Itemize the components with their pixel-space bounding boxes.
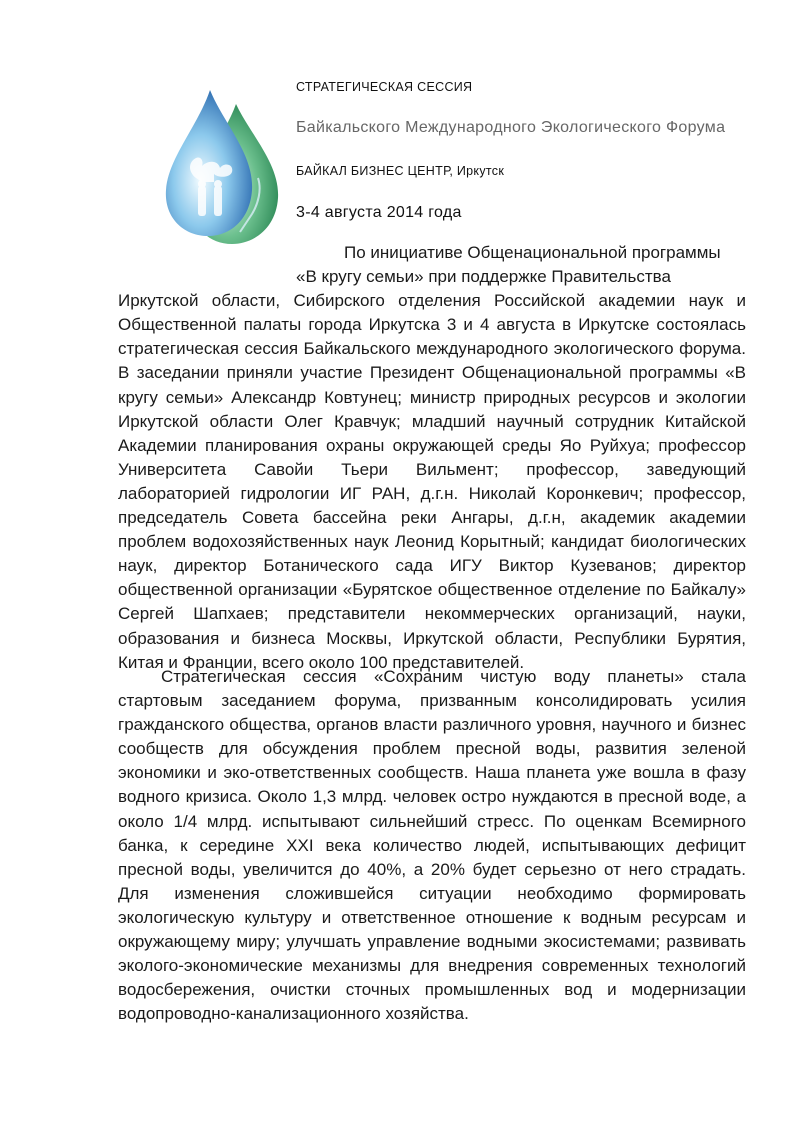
paragraph-1: [118, 241, 746, 675]
venue: БАЙКАЛ БИЗНЕС ЦЕНТР, Иркутск: [296, 164, 505, 178]
paragraph-2: Стратегическая сессия «Сохраним чистую воду планеты» стала стартовым заседанием форума, призванным консолидировать усилия гражданского общества, органов власти различного уровня, научного и бизнес сообществ для обсуждения проблем пресной воды, развития зеленой экономики и эко-ответственных сообществ. Наша планета уже вошла в фазу водного кризиса. Около 1,3 млрд. человек остро нуждаются в пресной воде, а около 1/4 млрд. испытывают сильнейший стресс. По оценкам Всемирного банка, к середине XXI века количество людей, испытывающих дефицит пресной воды, увеличится до 40%, а 20% будет серьезно от него страдать. Для изменения сложившейся ситуации необходимо формировать экологическую культуру и ответственное отношение к водным ресурсам и окружающему миру; улучшать управление водными экосистемами; развивать эколого-экономические механизмы для внедрения современных технологий водосбережения, очистки сточных промышленных вод и модернизации водопроводно-канализационного хозяйства.: [118, 667, 746, 1024]
forum-name: Байкальского Международного Экологического Форума: [296, 119, 726, 136]
session-title: СТРАТЕГИЧЕСКАЯ СЕССИЯ: [296, 80, 473, 94]
event-dates: 3-4 августа 2014 года: [296, 204, 462, 221]
paragraph-1-second-line: «В кругу семьи» при поддержке Правительства: [296, 267, 671, 287]
paragraph-1-body: Иркутской области, Сибирского отделения Российской академии наук и Общественной палаты города Иркутска 3 и 4 августа в Иркутске состоялась стратегическая сессия Байкальского международного экологического форума. В заседании приняли участие Президент Общенациональной программы «В кругу семьи» Александр Ковтунец; министр природных ресурсов и экологии Иркутской области Олег Кравчук; младший научный сотрудник Китайской Академии планирования охраны окружающей среды Яо Руйхуа; профессор Университета Савойи Тьери Вильмент; профессор, заведующий лабораторией гидрологии ИГ РАН, д.г.н. Николай Коронкевич; профессор, председатель Совета бассейна реки Ангары, д.г.н, академик академии проблем водохозяйственных наук Леонид Корытный; кандидат биологических наук, директор Ботанического сада ИГУ Виктор Кузеванов; директор общественной организации «Бурятское общественное отделение по Байкалу» Сергей Шапхаев; представители некоммерческих организаций, науки, образования и бизнеса Москвы, Иркутской области, Республики Бурятия, Китая и Франции, всего около 100 представителей.: [118, 291, 746, 672]
paragraph-1-first-line: По инициативе Общенациональной программы: [344, 243, 721, 262]
water-drops-logo-icon: [158, 86, 282, 246]
